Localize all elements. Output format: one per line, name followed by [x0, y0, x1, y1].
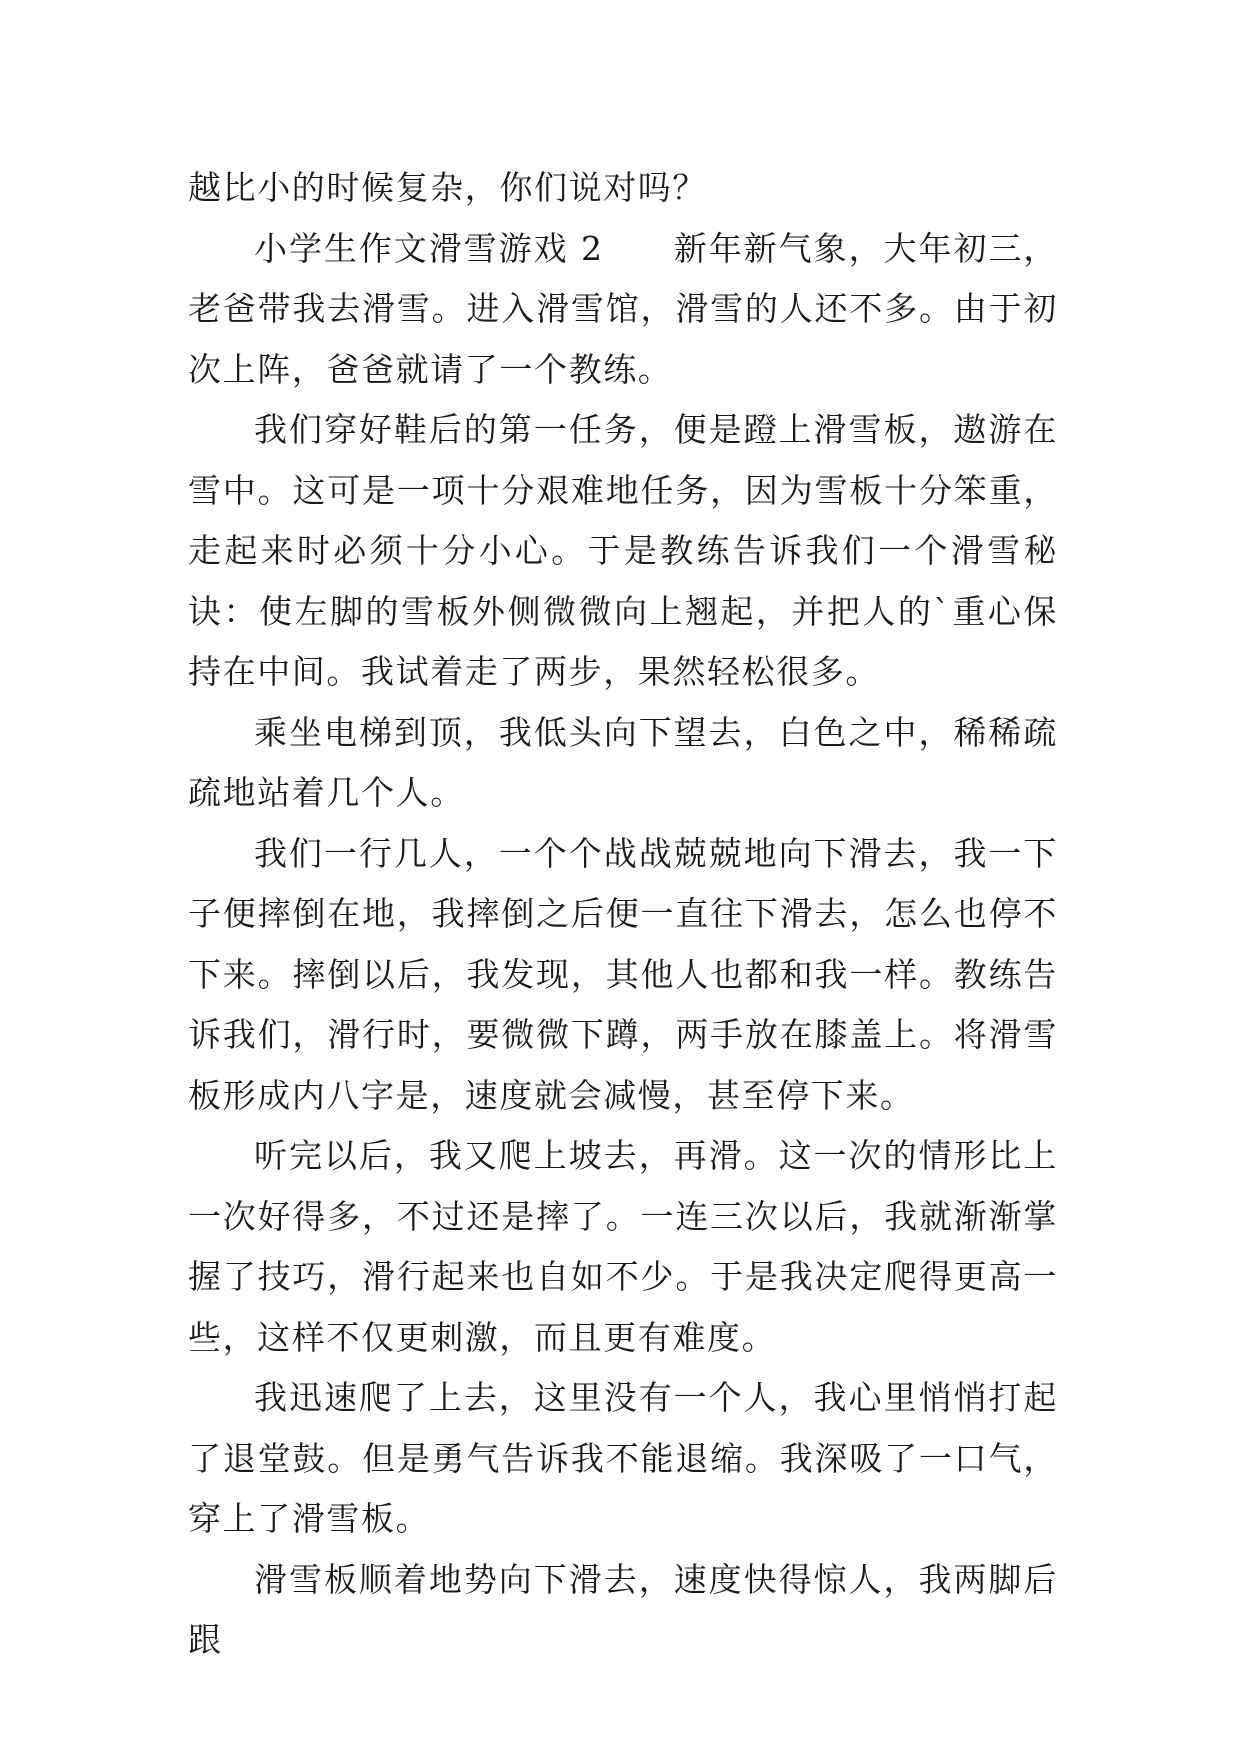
document-body [188, 158, 1058, 1671]
paragraph: 我们一行几人，一个个战战兢兢地向下滑去，我一下子便摔倒在地，我摔倒之后便一直往下滑去，怎么也停不下来。摔倒以后，我发现，其他人也都和我一样。教练告诉我们，滑行时，要微微下蹲，两手放在膝盖上。将滑雪板形成内八字是，速度就会减慢，甚至停下来。 [188, 833, 1058, 1115]
paragraph: 小学生作文滑雪游戏 2 新年新气象，大年初三，老爸带我去滑雪。进入滑雪馆，滑雪的人还不多。由于初次上阵，爸爸就请了一个教练。 [188, 228, 1058, 389]
paragraph: 我迅速爬了上去，这里没有一个人，我心里悄悄打起了退堂鼓。但是勇气告诉我不能退缩。我深吸了一口气，穿上了滑雪板。 [188, 1378, 1058, 1538]
paragraph: 越比小的时候复杂，你们说对吗？ [188, 168, 707, 207]
paragraph: 听完以后，我又爬上坡去，再滑。这一次的情形比上一次好得多，不过还是摔了。一连三次以后，我就渐渐掌握了技巧，滑行起来也自如不少。于是我决定爬得更高一些，这样不仅更刺激，而且更有难度。 [188, 1136, 1058, 1357]
paragraph: 乘坐电梯到顶，我低头向下望去，白色之中，稀稀疏疏地站着几个人。 [188, 712, 1058, 812]
paragraph: 滑雪板顺着地势向下滑去，速度快得惊人，我两脚后跟 [188, 1559, 1058, 1659]
paragraph: 我们穿好鞋后的第一任务，便是蹬上滑雪板，遨游在雪中。这可是一项十分艰难地任务，因为雪板十分笨重，走起来时必须十分小心。于是教练告诉我们一个滑雪秘诀：使左脚的雪板外侧微微向上翘起，并把人的`重心保持在中间。我试着走了两步，果然轻松很多。 [188, 410, 1058, 691]
